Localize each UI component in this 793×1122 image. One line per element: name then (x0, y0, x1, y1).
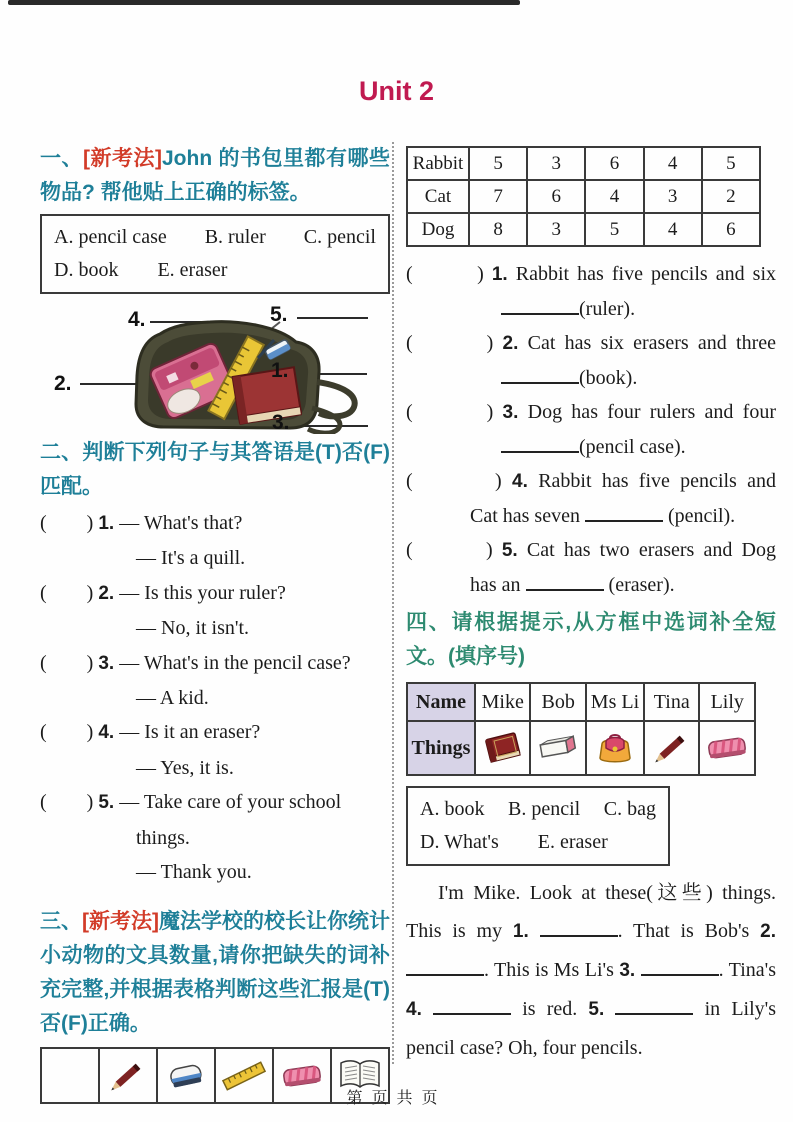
bag-label-1: 1. (271, 359, 289, 382)
section4-number: 四、 (406, 611, 452, 634)
bag-label-2: 2. (54, 372, 72, 395)
right-column (406, 142, 776, 1067)
section1-heading-text: John 的书包里都有哪些物品? 帮他贴上正确的标签。 (40, 147, 390, 204)
answer-paren: ( ) (40, 651, 94, 674)
option-c: C. bag (603, 798, 656, 820)
option-c: C. pencil (303, 226, 376, 248)
option-e: E. eraser (157, 259, 228, 281)
fill-blank (615, 993, 693, 1015)
fill-blank (526, 569, 604, 591)
new-method-tag: [新考法] (83, 147, 162, 170)
answer-paren: ( ) (40, 791, 94, 814)
answer-line: — No, it isn't. (136, 617, 250, 640)
blank-line: has an (eraser). (470, 568, 776, 602)
option-b: B. pencil (508, 798, 581, 820)
word-bank-line (54, 221, 376, 254)
answer-paren: ( ) (40, 581, 94, 604)
answer-line: — Yes, it is. (136, 756, 234, 779)
answer-paren: ( ) (406, 470, 502, 492)
column-divider (392, 142, 394, 1064)
answer-paren: ( ) (40, 721, 94, 744)
table-row: Rabbit 5 3 6 4 5 (407, 147, 760, 180)
option-b: B. ruler (204, 226, 266, 248)
new-method-tag: [新考法] (82, 910, 159, 934)
fill-blank (641, 954, 719, 976)
question-line: ( ) 2. — Is this your ruler? (40, 581, 286, 604)
book-icon (475, 721, 530, 775)
blank-line: (book). (501, 361, 776, 395)
question-line: ( ) 3. — What's in the pencil case? (40, 651, 351, 674)
fill-blank (501, 431, 579, 453)
bag-label-3: 3. (272, 411, 290, 434)
left-column (40, 142, 390, 1104)
table-row: Dog 8 3 5 4 6 (407, 213, 760, 246)
section4-heading-text: 请根据提示,从方框中选词补全短文。(填序号) (406, 611, 777, 668)
section3-heading-text: 魔法学校的校长让你统计小动物的文具数量,请你把缺失的词补充完整,并根据表格判断这些汇报是(T)否(F)正确。 (40, 910, 390, 1036)
eraser-icon (530, 721, 585, 775)
section1-number: 一、 (40, 147, 83, 170)
pencil-icon (644, 721, 699, 775)
statement-line: ( ) 3. Dog has four rulers and four (406, 401, 776, 423)
section2-heading-text: 判断下列句子与其答语是(T)否(F)匹配。 (40, 441, 390, 498)
table-row: Things (407, 721, 755, 775)
option-d: D. book (54, 259, 119, 281)
statement-line: ( ) 4. Rabbit has five pencils and (406, 470, 777, 492)
question-line: ( ) 5. — Take care of your school things. (40, 791, 342, 849)
statement-line: ( ) 1. Rabbit has five pencils and six (406, 263, 777, 285)
option-d: D. What's (420, 831, 499, 853)
bag-label-4: 4. (128, 308, 146, 331)
answer-paren: ( ) (406, 539, 493, 561)
statement-line: ( ) 5. Cat has two erasers and Dog (406, 539, 776, 561)
section4-word-bank (406, 786, 670, 866)
answer-paren: ( ) (40, 512, 94, 534)
section3-items (406, 257, 776, 602)
fill-blank (406, 954, 484, 976)
animal-stationery-table (406, 146, 761, 247)
answer-paren: ( ) (406, 332, 494, 354)
section1-heading (40, 142, 390, 210)
section3-heading (40, 905, 390, 1041)
section3-number: 三、 (40, 910, 82, 934)
fill-blank (501, 293, 579, 315)
name-things-table (406, 682, 756, 776)
section2-number: 二、 (40, 441, 83, 464)
answer-paren: ( ) (406, 401, 494, 423)
page-title: Unit 2 (358, 76, 434, 106)
fill-blank (540, 915, 618, 937)
option-e: E. eraser (537, 831, 608, 853)
section4-heading (406, 606, 776, 674)
cloze-paragraph: I'm Mike. Look at these(这些) things. This is my 1. . That is Bob's 2. . This is Ms Li's 3. . Tina's 4. is red. 5. in Lily's pencil case? Oh, four pencils. (406, 882, 777, 1059)
section1-word-bank (40, 214, 390, 294)
question-line: ( ) 4. — Is it an eraser? (40, 721, 261, 744)
scan-artifact-bar (8, 0, 520, 5)
word-bank-line (54, 254, 376, 287)
bag-label-5: 5. (270, 303, 288, 326)
pencil-case-icon (699, 721, 755, 775)
answer-line: — A kid. (136, 687, 209, 710)
option-a: A. book (420, 798, 485, 820)
blank-line: Cat has seven (pencil). (470, 499, 776, 533)
answer-line: — Thank you. (136, 861, 252, 884)
table-row: Name Mike Bob Ms Li Tina Lily (407, 683, 755, 721)
book-icon (233, 367, 302, 424)
page-footer: 第页共页 (346, 1090, 447, 1107)
answer-line: — It's a quill. (136, 547, 246, 570)
fill-blank (585, 500, 663, 522)
answer-paren: ( ) (406, 263, 484, 285)
word-bank-line (420, 826, 656, 859)
statement-line: ( ) 2. Cat has six erasers and three (406, 332, 777, 354)
fill-blank (433, 993, 511, 1015)
schoolbag-illustration (40, 296, 390, 434)
question-line: ( ) 1. — What's that? (40, 512, 243, 534)
blank-line: (ruler). (501, 292, 776, 326)
section2-items (40, 506, 390, 889)
section2-heading (40, 436, 390, 504)
blank-line: (pencil case). (501, 430, 776, 464)
option-a: A. pencil case (54, 226, 167, 248)
word-bank-line (420, 793, 656, 826)
fill-blank (501, 362, 579, 384)
table-row: Cat 7 6 4 3 2 (407, 180, 760, 213)
bag-icon (586, 721, 644, 775)
